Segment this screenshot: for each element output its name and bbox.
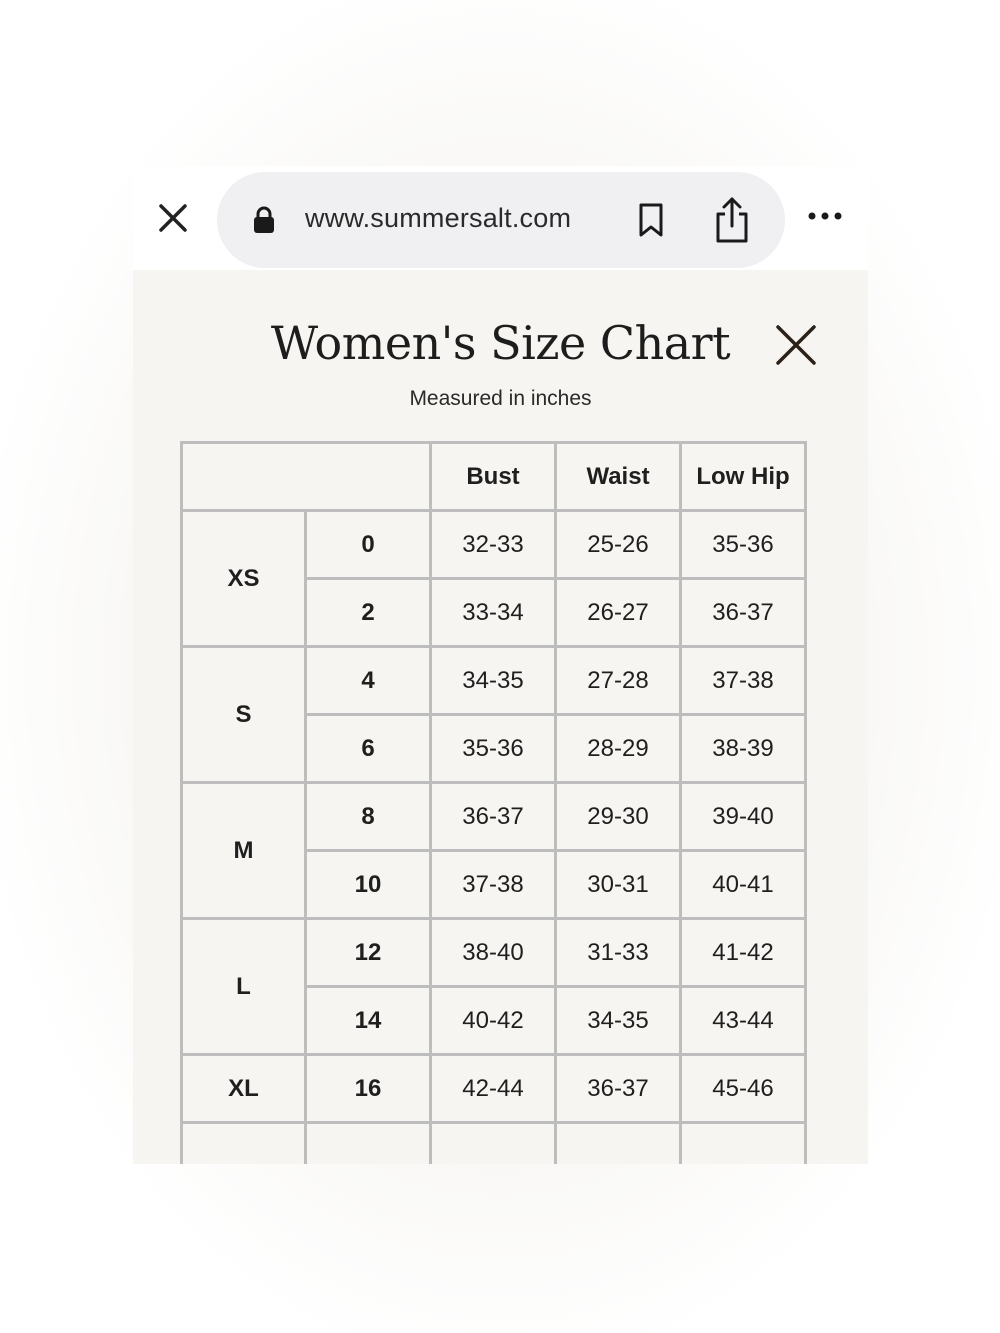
size-label: S: [182, 647, 306, 783]
bust-value: 36-37: [431, 783, 556, 851]
waist-value: 28-29: [556, 715, 681, 783]
table-header-row: [182, 443, 806, 511]
header-bust: Bust: [431, 443, 556, 511]
size-number: 12: [306, 919, 431, 987]
waist-value: 30-31: [556, 851, 681, 919]
waist-value: 29-30: [556, 783, 681, 851]
table-cell: [306, 1123, 431, 1165]
low-hip-value: 45-46: [681, 1055, 806, 1123]
close-icon[interactable]: [157, 202, 189, 234]
size-number: 0: [306, 511, 431, 579]
waist-value: 36-37: [556, 1055, 681, 1123]
bust-value: 35-36: [431, 715, 556, 783]
page-title: Women's Size Chart: [270, 316, 731, 370]
table-cell: [681, 1123, 806, 1165]
size-number: 16: [306, 1055, 431, 1123]
bust-value: 33-34: [431, 579, 556, 647]
table-row: [182, 647, 806, 715]
size-label: XS: [182, 511, 306, 647]
bookmark-icon[interactable]: [637, 202, 665, 238]
low-hip-value: 37-38: [681, 647, 806, 715]
table-cell: [182, 1123, 306, 1165]
header-waist: Waist: [556, 443, 681, 511]
low-hip-value: 40-41: [681, 851, 806, 919]
low-hip-value: 36-37: [681, 579, 806, 647]
subtitle: Measured in inches: [409, 387, 592, 410]
bust-value: 37-38: [431, 851, 556, 919]
low-hip-value: 43-44: [681, 987, 806, 1055]
url-text[interactable]: www.summersalt.com: [305, 203, 572, 233]
phone-screen: [133, 166, 868, 1164]
url-field[interactable]: [217, 172, 785, 268]
bust-value: 38-40: [431, 919, 556, 987]
table-row: [182, 511, 806, 579]
table-cell: [556, 1123, 681, 1165]
browser-address-bar: [133, 166, 868, 270]
size-number: 8: [306, 783, 431, 851]
bust-value: 34-35: [431, 647, 556, 715]
size-chart-table: [180, 441, 807, 1164]
table-row-cut-off: [182, 1123, 806, 1165]
table-row: [182, 919, 806, 987]
size-number: 6: [306, 715, 431, 783]
size-label: L: [182, 919, 306, 1055]
size-number: 4: [306, 647, 431, 715]
bust-value: 42-44: [431, 1055, 556, 1123]
size-number: 10: [306, 851, 431, 919]
size-label: M: [182, 783, 306, 919]
low-hip-value: 38-39: [681, 715, 806, 783]
size-number: 2: [306, 579, 431, 647]
waist-value: 26-27: [556, 579, 681, 647]
waist-value: 31-33: [556, 919, 681, 987]
header-empty: [182, 443, 431, 511]
bust-value: 40-42: [431, 987, 556, 1055]
low-hip-value: 35-36: [681, 511, 806, 579]
waist-value: 25-26: [556, 511, 681, 579]
waist-value: 27-28: [556, 647, 681, 715]
low-hip-value: 39-40: [681, 783, 806, 851]
lock-icon: [253, 206, 275, 234]
waist-value: 34-35: [556, 987, 681, 1055]
more-horizontal-icon[interactable]: [807, 210, 843, 222]
close-icon[interactable]: [775, 324, 817, 366]
size-number: 14: [306, 987, 431, 1055]
size-label: XL: [182, 1055, 306, 1123]
bust-value: 32-33: [431, 511, 556, 579]
header-low-hip: Low Hip: [681, 443, 806, 511]
low-hip-value: 41-42: [681, 919, 806, 987]
table-row: [182, 783, 806, 851]
table-cell: [431, 1123, 556, 1165]
share-icon[interactable]: [713, 196, 751, 244]
table-row: [182, 1055, 806, 1123]
